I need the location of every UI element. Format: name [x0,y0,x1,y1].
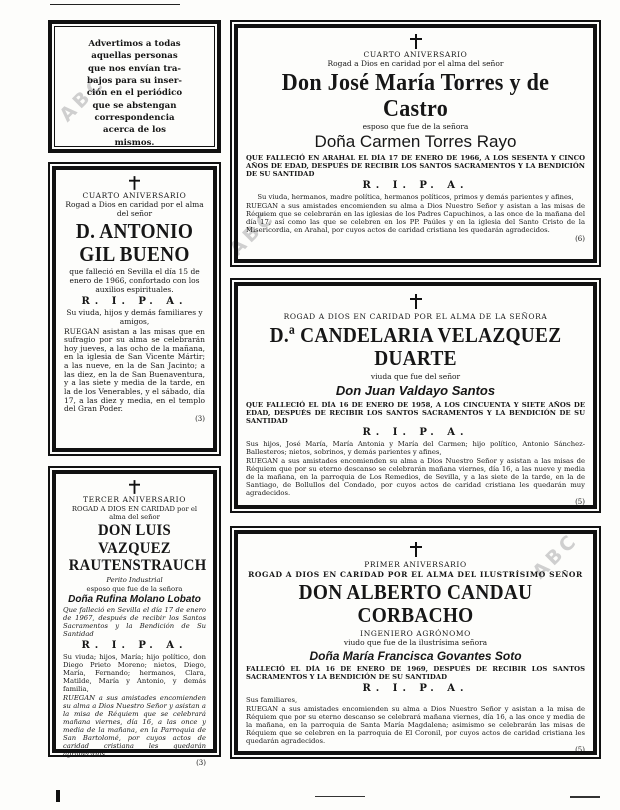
reference-number: (5) [575,745,585,754]
ripa-text: R. I. P. A. [362,682,469,694]
cross-icon [410,34,422,49]
family-list: Su viuda, hijos y demás familiares y amigos, [66,308,203,326]
spouse-name: Don Juan Valdayo Santos [335,382,496,398]
top-rule [50,4,180,5]
obituary-torres [230,20,601,267]
footer-mark [56,790,60,802]
watermark: ABC [225,205,280,261]
prayer-line: ROGAD A DIOS EN CARIDAD por el alma del señor [71,505,198,522]
spouse-intro: esposo que fue de la señora [362,122,469,132]
request-text: RUEGAN asistan a las misas que en sufragio por su alma se celebrarán hoy jueves, a las ocho de la mañana, en la iglesia de San Vicente Mártir; a las nueve, en la de San Jacinto; a las diez, en la de San Buenaventura, y a las siete y media de la tarde, en la de los Venerables, y el sábado, día 17, a las diez y media, en el templo del Gran Poder. [64,326,205,414]
deceased-name: DON ALBERTO CANDAU CORBACHO [298,580,533,628]
spouse-intro: viudo que fue de la ilustrísima señora [343,638,488,648]
notice-line: acerca de los [103,125,166,136]
watermark: ABC [55,71,110,127]
cross-icon [129,480,140,494]
spouse-intro: esposo que fue de la señora [86,584,183,593]
request-text: RUEGAN a sus amistades encomienden su alma a Dios Nuestro Señor y asistan a la misa de Réquiem que se celebrará mañana viernes, día 16, a las once y media de la mañana, en la Parroquia de San Bartolomé, por cuyos actos de caridad cristiana les quedarán agradecidos. [63,693,206,759]
obituary-gil [48,162,221,456]
spouse-name: Doña Carmen Torres Rayo [314,132,517,152]
obituary-candelaria [230,278,601,513]
reference-number: (3) [195,414,205,423]
death-details: que falleció en Sevilla el día 15 de enero de 1966, confortado con los auxilios espirituales. [69,267,200,294]
ripa-text: R. I. P. A. [81,639,188,651]
deceased-name: DON LUIS VAZQUEZ RAUTENSTRAUCH [68,522,207,575]
reference-number: (5) [575,497,585,506]
cross-icon [410,294,422,309]
ripa-text: R. I. P. A. [362,179,469,191]
notice-line: que se abstengan [92,100,177,111]
notice-line: mismos. [114,137,155,148]
obituary-rautenstrauch [48,466,221,768]
spouse-intro: viuda que fue del señor [370,372,461,382]
deceased-name: D. ANTONIO GIL BUENO [75,219,194,267]
ripa-text: R. I. P. A. [362,426,469,438]
notice-line: aquellas personas [91,51,178,62]
prayer-line: ROGAD A DIOS EN CARIDAD POR EL ALMA DEL ILUSTRÍSIMO SEÑOR [248,570,583,579]
death-details: Que falleció en Sevilla el día 17 de enero de 1967, después de recibir los Santos Sacramentos y la Bendición de Su Santidad [63,605,206,638]
profession: Perito Industrial [106,575,163,584]
notice-line: ción en el periódico [86,88,183,99]
ripa-text: R. I. P. A. [81,296,188,308]
editorial-notice [48,20,221,153]
notice-line: correspondencia [94,113,175,124]
notice-line: bajos para su inser- [87,76,182,87]
notice-line: que nos envían tra- [88,63,181,74]
family-list: Su viuda, hermanos, madre política, hermanos políticos, primos y demás parientes y afines, [257,192,574,201]
anniversary-heading: TERCER ANIVERSARIO [83,495,186,504]
request-text: RUEGAN a sus amistades encomienden su alma a Dios Nuestro Señor y asistan a las misas de Réquiem que por su eterno descanso se celebrarán mañana viernes, día 16, a las nueve y media de la mañana, en la parroquia de Los Remedios, de Sevilla, y a las siete de la tarde, en la de Santiago, de Bollullos del Condado, por cuyos actos de caridad cristiana les quedarán muy agradecidos. [246,456,585,497]
prayer-line: Rogad a Dios en caridad por el alma del señor [65,200,204,218]
prayer-line: Rogad a Dios en caridad por el alma del señor [327,59,504,68]
profession: INGENIERO AGRÓNOMO [360,629,471,639]
family-list: Su viuda; hijos, María; hijo político, don Diego Prieto Moreno; nietos, Diego, María, Fernando; hermanos, Clara, Matilde, María y Antonio, y demás familia, [63,652,206,693]
prayer-line: ROGAD A DIOS EN CARIDAD POR EL ALMA DE LA SEÑORA [283,312,548,321]
reference-number: (6) [575,234,585,243]
death-details: QUE FALLECIÓ EL DÍA 16 DE ENERO DE 1958, A LOS CINCUENTA Y SIETE AÑOS DE EDAD, DESPUÉS DE RECIBIR LOS SANTOS SACRAMENTOS Y LA BENDICIÓN DE SU SANTIDAD [246,400,585,425]
obituary-candau [230,526,601,759]
anniversary-heading: CUARTO ANIVERSARIO [363,50,468,59]
death-details: QUE FALLECIÓ EN ARAHAL EL DÍA 17 DE ENERO DE 1966, A LOS SESENTA Y CINCO AÑOS DE EDAD, DESPUÉS DE RECIBIR LOS SANTOS SACRAMENTOS Y LA BENDICIÓN DE SU SANTIDAD [246,153,585,178]
anniversary-heading: PRIMER ANIVERSARIO [364,560,467,569]
death-details: FALLECIÓ EL DÍA 16 DE ENERO DE 1969, DESPUÉS DE RECIBIR LOS SANTOS SACRAMENTOS Y LA BENDICIÓN DE SU SANTIDAD [246,664,585,681]
watermark: ABC [528,528,583,584]
anniversary-heading: CUARTO ANIVERSARIO [82,191,187,200]
spouse-name: Doña María Francisca Govantes Soto [309,648,522,663]
reference-number: (3) [196,759,206,768]
footer-rule [315,796,365,797]
request-text: RUEGAN a sus amistades encomienden su alma a Dios Nuestro Señor y asistan a las misas de Réquiem que se celebrarán en las iglesias de los Padres Capuchinos, a las once de la mañana del día 17, así como las que se celebren en los PP. Paúles y en la iglesia del Santo Cristo de la Misericordia, en Arahal, por cuyos actos de caridad cristiana les quedarán agradecidos. [246,201,585,234]
cross-icon [129,176,140,190]
spouse-name: Doña Rufina Molano Lobato [68,593,201,605]
footer-rule [570,796,600,798]
notice-line: Advertimos a todas [88,39,181,49]
request-text: RUEGAN a sus amistades encomienden su alma a Dios Nuestro Señor y asistan a la misa de Réquiem que por su eterno descanso se celebrará mañana viernes, día 16, a las once y media de la mañana, en la parroquia de Santa María Magdalena; asimismo se celebrarán las misas de Réquiem que se celebren en la parroquia de El Coronil, por cuyos actos de caridad cristiana les quedarán agradecidos. [246,704,585,745]
deceased-name: Don José María Torres y de Castro [281,69,550,123]
family-list: Sus familiares, [246,695,298,704]
family-list: Sus hijos, José María, María Antonia y María del Carmen; hijo político, Antonio Sánchez-Ballesteros; nietos, sobrinos, y demás parientes y afines, [246,439,585,456]
cross-icon [410,542,422,557]
deceased-name: D.ª CANDELARIA VELAZQUEZ DUARTE [269,323,562,371]
